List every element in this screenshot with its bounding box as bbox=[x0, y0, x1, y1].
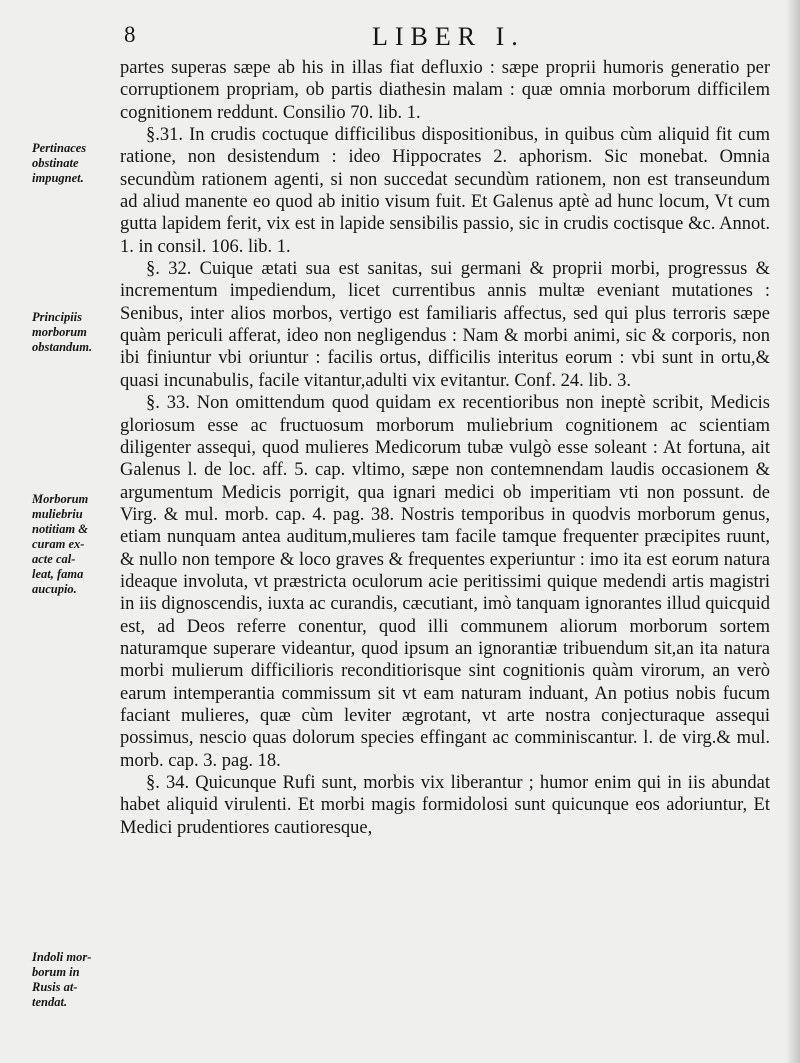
margin-note-principiis bbox=[32, 310, 122, 355]
section-31: §.31. In crudis coctuque difficilibus dispositionibus, in quibus cùm aliquid fit cum ratione, non desistendum : ideo Hippocrates 2. aphorism. Sic monebat. Omnia secundùm rationem agenti, si non succedat secundùm rationem, non est transeundum ad aliud manente eo quod ab initio visum fuit. Et Galenus aptè ad hunc locum, Vt cum gutta lapidem ferit, vix est in lapide sensibilis passio, sic in crudis coctisque &c. Annot. 1. in consil. 106. lib. 1. bbox=[120, 125, 770, 257]
page-number: 8 bbox=[124, 22, 137, 47]
margin-line: impugnet. bbox=[32, 171, 84, 185]
paragraph-continuation: partes superas sæpe ab his in illas fiat defluxio : sæpe proprii humoris generatio per corruptionem propriam, ob partis diathesin malam : quæ omnia morborum difficilem cognitionem reddunt. Consilio 70. lib. 1. bbox=[120, 58, 770, 123]
margin-line: Morborum bbox=[32, 492, 89, 506]
margin-line: muliebriu bbox=[32, 507, 83, 521]
margin-line: acte cal- bbox=[32, 552, 76, 566]
margin-line: obstandum. bbox=[32, 340, 93, 354]
margin-line: Rusis at- bbox=[32, 980, 78, 994]
margin-note-pertinaces bbox=[32, 141, 122, 186]
section-33: §. 33. Non omittendum quod quidam ex recentioribus non ineptè scribit, Medicis gloriosum esse ac fructuosum morborum muliebrium cognitionem ac scientiam diligenter assequi, quod mulieres Medicorum tubæ vulgò esse soleant : At fortuna, ait Galenus l. de loc. aff. 5. cap. vltimo, sæpe non contemnendam laudis occasionem & argumentum Medicis porrigit, qua ignari medici ob imperitiam vti non possunt. de Virg. & mul. morb. cap. 4. pag. 38. Nostris temporibus in quodvis morborum genus, etiam nunquam antea auditum,mulieres tam facile tamque frequenter præcipites ruunt, & nullo non tempore & loco graves & frequentes experiuntur : imo ita est eorum natura ideaque involuta, vt præstricta oculorum acie peritissimi quique medendi artis magistri in iis dignoscendis, iuxta ac curandis, cæcutiant, imò tanquam ignorantes illud quicquid est, ad Deos referre conentur, quod illi communem aliorum morborum sortem naturamque superare videantur, quod ipsum an ignorantiæ tribuendum sit,an ita natura morbi mulierum difficilioris reconditiorisque sint cognitionis quàm virorum, an verò earum intemperantia commissum sit vt eam naturam induant, An potius nobis fucum faciant mulieres, quæ cùm leviter ægrotant, vt arte nostra conjecturaque assequi possimus, nescio quas dolorum species effingant ac comminiscantur. l. de virg.& mul. morb. cap. 3. pag. 18. bbox=[120, 393, 770, 771]
page-edge-shadow bbox=[786, 0, 800, 1063]
margin-line: leat, fama bbox=[32, 567, 84, 581]
margin-line: Pertinaces bbox=[32, 141, 87, 155]
margin-line: aucupio. bbox=[32, 582, 77, 596]
section-32: §. 32. Cuique ætati sua est sanitas, sui germani & proprii morbi, progressus & incrementum impediendum, licet currentibus annis multæ eveniant mutationes : Senibus, inter alios morbos, vertigo est familiaris affectus, sed qui plus terroris sæpe quàm periculi afferat, ideo non negligendus : Nam & morbi animi, sic & corporis, non ibi finiuntur vbi oriuntur : facilis ortus, difficilis interitus eorum : vbi sunt in ortu,& quasi incunabulis, facile vitantur,adulti vix evitantur. Conf. 24. lib. 3. bbox=[120, 259, 770, 391]
section-34: §. 34. Quicunque Rufi sunt, morbis vix liberantur ; humor enim qui in iis abundat habet aliquid virulenti. Et morbi magis formidolosi sunt quicunque eos adoriuntur, Et Medici prudentiores cautioresque, bbox=[120, 773, 770, 838]
main-text bbox=[120, 57, 770, 839]
margin-note-morborum bbox=[32, 492, 122, 597]
margin-line: Principiis bbox=[32, 310, 83, 324]
margin-line: morborum bbox=[32, 325, 87, 339]
margin-line: notitiam & bbox=[32, 522, 88, 536]
margin-line: obstinate bbox=[32, 156, 79, 170]
margin-line: curam ex- bbox=[32, 537, 85, 551]
running-title: LIBER I. bbox=[372, 22, 525, 51]
margin-line: Indoli mor- bbox=[32, 950, 92, 964]
margin-line: tendat. bbox=[32, 995, 68, 1009]
margin-line: borum in bbox=[32, 965, 80, 979]
margin-note-indoli bbox=[32, 950, 122, 1010]
